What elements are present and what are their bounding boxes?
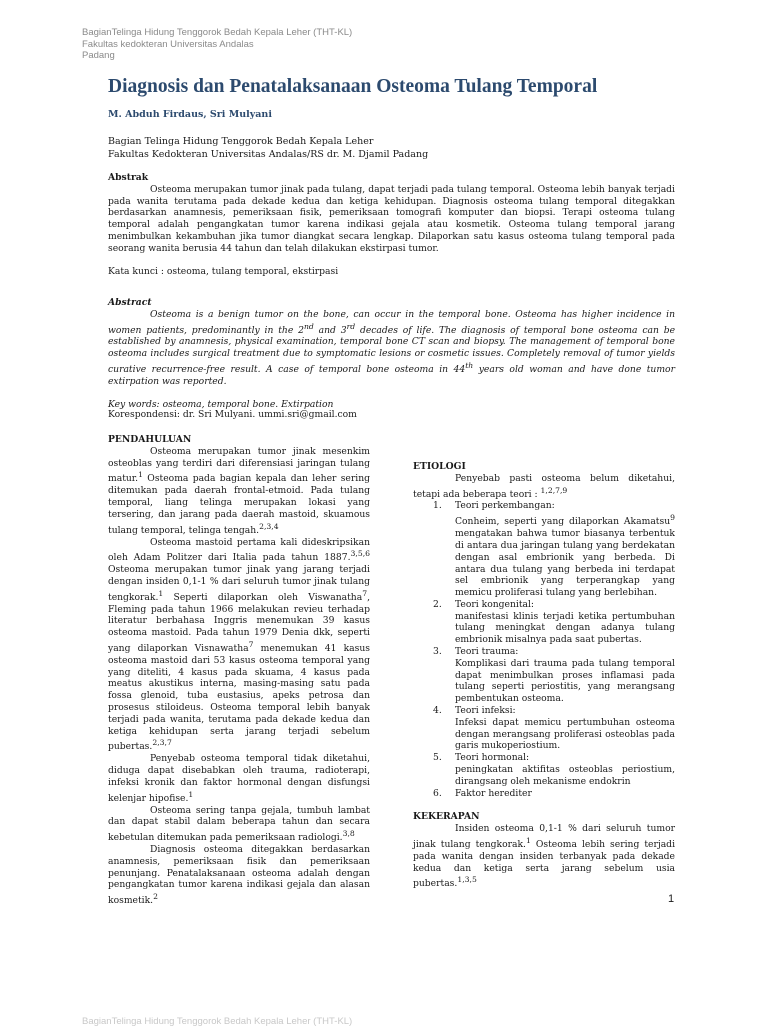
kekerapan-paragraph bbox=[413, 823, 675, 890]
list-item bbox=[413, 705, 675, 752]
list-item bbox=[413, 788, 675, 800]
etiologi-heading: ETIOLOGI bbox=[413, 461, 466, 472]
p1-text-b: Osteoma pada bagian kepala dan leher sering ditemukan pada daerah frontal-etmoid. Pada tulang temporal, liang telinga merupakan lokasi yang tersering, dan jarang pada daerah mastoid, skuamous tulang temporal, telinga tengah. bbox=[108, 473, 370, 536]
etiologi-intro-text: Penyebab pasti osteoma belum diketahui, tetapi ada beberapa teori : bbox=[413, 472, 675, 500]
p3-ref-1: 1 bbox=[188, 789, 194, 799]
list-item-body: Komplikasi dari trauma pada tulang temporal dapat menimbulkan proses inflamasi pada tulang seperti periostitis, yang merangsang pembentukan osteoma. bbox=[455, 657, 675, 705]
list-item-number: 2. bbox=[433, 598, 442, 610]
abstract-keywords: Key words: osteoma, temporal bone. Extirpation bbox=[108, 398, 334, 410]
list-item-title: Teori trauma: bbox=[455, 646, 519, 658]
abstract-sup-c: th bbox=[465, 361, 474, 371]
list-item bbox=[413, 752, 675, 787]
pendahuluan-heading: PENDAHULUAN bbox=[108, 434, 192, 445]
pendahuluan-paragraph-1 bbox=[108, 446, 370, 537]
list-item bbox=[413, 500, 675, 598]
list-item-number: 1. bbox=[433, 500, 442, 512]
p2-text-e: menemukan 41 kasus osteoma mastoid dari 53 kasus osteoma temporal yang yang diteliti, 4 kasus pada skuama, 4 kasus pada meatus akustikus interna, masing-masing satu pada fossa glenoid, tuba eustasius, apeks petrosa dan prosesus stiloideus. Osteoma temporal lebih banyak terjadi pada wanita, terutama pada dekade kedua dan ketiga kehidupan serta jarang terjadi sebelum pubertas. bbox=[108, 643, 370, 753]
pendahuluan-paragraph-2 bbox=[108, 537, 370, 754]
running-header bbox=[82, 27, 352, 62]
list-item-body-text: Conheim, seperti yang dilaporkan Akamatsu bbox=[455, 516, 671, 528]
p5-ref-1: 2 bbox=[153, 892, 158, 902]
affiliation-line-2: Fakultas Kedokteran Universitas Andalas/RS dr. M. Djamil Padang bbox=[108, 148, 429, 160]
list-item-body-text-2: mengatakan bahwa tumor biasanya terbentuk di antara dua jaringan tulang yang berdekatan dengan asal embrionik yang berbeda. Di antara dua tulang yang berbeda ini terdapat sel embrionik yang terperangkap yang memicu proliferasi tulang yang berlebihan. bbox=[455, 528, 675, 599]
list-item-title: Teori kongenital: bbox=[455, 598, 535, 610]
page-number: 1 bbox=[668, 893, 675, 905]
running-footer: BagianTelinga Hidung Tenggorok Bedah Kepala Leher (THT-KL) bbox=[82, 1016, 353, 1027]
abstrak-text: Osteoma merupakan tumor jinak pada tulang, dapat terjadi pada tulang temporal. Osteoma lebih banyak terjadi pada wanita terutama pada dekade kedua dan ketiga kehidupan. Diagnosis osteoma tulang temporal ditegakkan berdasarkan anamnesis, pemeriksaan fisik, pemeriksaan tomografi komputer dan biopsi. Terapi osteoma tulang temporal adalah pengangkatan tumor karena indikasi gejala atau kosmetik. Osteoma tulang temporal jarang menimbulkan kekambuhan jika tumor diangkat secara lengkap. Dilaporkan satu kasus osteoma tulang temporal pada seorang wanita berusia 44 tahun dan telah dilakukan ekstirpasi tumor. bbox=[108, 183, 675, 254]
abstract-sup-b: rd bbox=[346, 321, 356, 331]
affiliation-line-1: Bagian Telinga Hidung Tenggorok Bedah Kepala Leher bbox=[108, 136, 374, 147]
p4-text-a: Osteoma sering tanpa gejala, tumbuh lambat dan dapat stabil dalam beberapa tahun dan secara kebetulan ditemukan pada pemeriksaan radiologi. bbox=[108, 804, 370, 844]
header-line-3: Padang bbox=[82, 50, 115, 61]
list-item-ref: 9 bbox=[670, 513, 675, 523]
list-item-number: 6. bbox=[433, 787, 442, 799]
header-line-2: Fakultas kedokteran Universitas Andalas bbox=[82, 38, 254, 50]
correspondence: Korespondensi: dr. Sri Mulyani. ummi.sri@gmail.com bbox=[108, 409, 357, 420]
list-item-body bbox=[455, 512, 675, 599]
abstract-section bbox=[108, 297, 675, 411]
pendahuluan-paragraph-5 bbox=[108, 844, 370, 907]
kekerapan-text-b: Osteoma lebih sering terjadi pada wanita dengan insiden terbanyak pada dekade kedua dan ketiga serta jarang sebelum usia pubertas. bbox=[413, 839, 676, 890]
list-item bbox=[413, 646, 675, 705]
pendahuluan-paragraph-3 bbox=[108, 753, 370, 804]
list-item-body: manifestasi klinis terjadi ketika pertumbuhan tulang meningkat dengan adanya tulang embrionik misalnya pada saat pubertas. bbox=[455, 610, 675, 646]
etiologi-intro bbox=[413, 473, 675, 501]
affiliation bbox=[108, 136, 428, 161]
list-item-title: Teori perkembangan: bbox=[455, 500, 555, 512]
list-item-body: peningkatan aktifitas osteoblas periostium, dirangsang oleh mekanisme endokrin bbox=[455, 764, 675, 787]
right-column bbox=[413, 461, 675, 890]
p2-text-a: Osteoma mastoid pertama kali dideskripsikan oleh Adam Politzer dari Italia pada tahun 1887. bbox=[108, 536, 370, 564]
abstract-text-c: decades of life. The diagnosis of temporal bone osteoma can be established by anamnesis, physical examination, temporal bone CT scan and biopsy. The management of temporal bone osteoma includes surgical treatment due to symptomatic lesions or cosmetic issues. Completely removal of tumor yields curative recurrence-free result. A case of temporal bone osteoma in 44 bbox=[108, 324, 676, 376]
etiologi-intro-ref: 1,2,7,9 bbox=[540, 485, 568, 495]
p2-ref-1: 3,5,6 bbox=[350, 549, 370, 559]
p2-text-b: Osteoma merupakan tumor jinak yang jarang terjadi dengan insiden 0,1-1 % dari seluruh tumor jinak tulang tengkorak. bbox=[108, 564, 370, 603]
p1-text-a: Osteoma merupakan tumor jinak mesenkim osteoblas yang terdiri dari diferensiasi jaringan tulang matur. bbox=[108, 445, 370, 485]
list-item-number: 4. bbox=[433, 705, 442, 717]
abstract-heading: Abstract bbox=[108, 297, 152, 308]
p3-text-a: Penyebab osteoma temporal tidak diketahui, diduga dapat disebabkan oleh trauma, radioterapi, infeksi kronik dan faktor hormonal dengan disfungsi kelenjar hipofise. bbox=[108, 753, 370, 804]
list-item-title: Teori hormonal: bbox=[455, 752, 530, 764]
abstract-text-b: and 3 bbox=[313, 324, 347, 336]
kekerapan-ref-2: 1,3,5 bbox=[457, 875, 477, 885]
p1-ref-1: 1 bbox=[138, 470, 143, 480]
abstract-text bbox=[108, 309, 675, 388]
p2-ref-3: 7 bbox=[362, 588, 368, 598]
list-item bbox=[413, 599, 675, 646]
p5-text-a: Diagnosis osteoma ditegakkan berdasarkan anamnesis, pemeriksaan fisik dan pemeriksaan penunjang. Penatalaksanaan osteoma adalah dengan pengangkatan tumor karena indikasi gejala dan alasan kosmetik. bbox=[108, 844, 370, 907]
p4-ref-1: 3,8 bbox=[342, 829, 355, 839]
list-item-body: Infeksi dapat memicu pertumbuhan osteoma dengan merangsang proliferasi osteoblas pada garis mukoperiostium. bbox=[455, 716, 675, 752]
p2-ref-2: 1 bbox=[158, 588, 164, 598]
abstract-sup-a: nd bbox=[303, 321, 314, 331]
pendahuluan-paragraph-4 bbox=[108, 805, 370, 844]
kekerapan-heading: KEKERAPAN bbox=[413, 811, 480, 823]
abstrak-keywords: Kata kunci : osteoma, tulang temporal, ekstirpasi bbox=[108, 265, 339, 277]
abstrak-heading: Abstrak bbox=[108, 172, 149, 183]
list-item-title: Teori infeksi: bbox=[455, 705, 516, 717]
p2-text-c: Seperti dilaporkan oleh Viswanatha bbox=[163, 591, 363, 603]
p2-ref-4: 7 bbox=[248, 640, 254, 649]
p1-ref-2: 2,3,4 bbox=[259, 521, 279, 531]
p2-text-d: , Fleming pada tahun 1966 melakukan revieu terhadap literatur berbahasa Inggris menemukan 39 kasus osteoma mastoid. Pada tahun 1979 Denia dkk, seperti yang dilaporkan Visnawatha bbox=[108, 591, 370, 655]
abstrak-section bbox=[108, 172, 675, 277]
kekerapan-ref-1: 1 bbox=[525, 836, 531, 846]
left-column bbox=[108, 434, 370, 907]
abstract-text-d: years old woman and have done tumor extirpation was reported. bbox=[108, 364, 675, 387]
kekerapan-text-a: Insiden osteoma 0,1-1 % dari seluruh tumor jinak tulang tengkorak. bbox=[413, 823, 675, 851]
list-item-title: Faktor herediter bbox=[455, 787, 532, 799]
list-item-number: 3. bbox=[433, 646, 442, 658]
header-line-1: BagianTelinga Hidung Tenggorok Bedah Kepala Leher (THT-KL) bbox=[82, 27, 353, 38]
list-item-number: 5. bbox=[433, 752, 442, 764]
paper-title: Diagnosis dan Penatalaksanaan Osteoma Tulang Temporal bbox=[108, 76, 598, 97]
abstract-text-a: Osteoma is a benign tumor on the bone, can occur in the temporal bone. Osteoma has higher incidence in women patients, predominantly in the 2 bbox=[108, 308, 675, 336]
etiologi-list bbox=[413, 500, 675, 799]
p2-ref-5: 2,3,7 bbox=[152, 738, 172, 748]
authors: M. Abduh Firdaus, Sri Mulyani bbox=[108, 109, 272, 120]
